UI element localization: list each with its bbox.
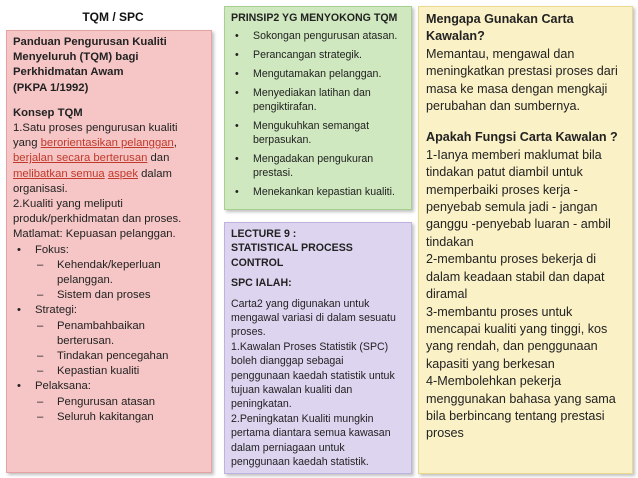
text-line: mengawal variasi di dalam sesuatu — [231, 312, 396, 325]
text-line: 4-Membolehkan pekerja — [426, 374, 562, 389]
text-line: 1-Ianya memberi maklumat bila — [426, 147, 602, 162]
text-span: dan — [147, 152, 170, 165]
text-line — [13, 167, 205, 182]
text-line: 1.Kawalan Proses Statistik (SPC) — [231, 340, 389, 353]
text-line: diramal — [426, 287, 468, 302]
prinsip-title: PRINSIP2 YG MENYOKONG TQM — [231, 12, 398, 24]
list-item: – Kehendak/keperluan — [13, 258, 205, 273]
carta-functions — [426, 147, 625, 443]
text-line: perubahan dan sumbernya. — [426, 99, 581, 114]
text-line: tindakan patut diambil untuk — [426, 165, 583, 180]
text-line: Carta2 yang digunakan untuk — [231, 297, 370, 310]
text-line: 3-membantu proses untuk — [426, 304, 573, 319]
text-line: masa ke masa dengan mengkaji — [426, 81, 608, 96]
tqm-heading-line: Perkhidmatan Awam — [13, 66, 124, 79]
text-line: penggunaan kaedah statistik. — [231, 456, 369, 469]
list-item: • Menekankan kepastian kualiti. — [231, 185, 405, 199]
matlamat-text: Matlamat: Kepuasan pelanggan. — [13, 228, 176, 241]
text-line: 2.Peningkatan Kualiti mungkin — [231, 412, 374, 425]
carta-heading-1 — [426, 11, 625, 46]
spc-label: SPC IALAH: — [231, 277, 292, 290]
spc-panel — [224, 222, 412, 474]
tqm-heading-line: Menyeluruh (TQM) bagi — [13, 51, 139, 64]
prinsip-panel — [224, 6, 412, 210]
text-span: , — [173, 137, 177, 150]
text-span: dalam — [137, 167, 172, 180]
text-line: dalam keadaan stabil dan dapat — [426, 269, 605, 284]
text-line: proses. — [231, 326, 266, 339]
list-item: • Mengadakan pengukuran prestasi. — [231, 152, 405, 180]
text-line: 1.Satu proses pengurusan kualiti — [13, 122, 178, 135]
tqm-heading — [13, 35, 205, 96]
list-item: – Kepastian kualiti — [13, 364, 205, 379]
pelaksana-label: • Pelaksana: — [13, 379, 205, 394]
list-item: – Pengurusan atasan — [13, 395, 205, 410]
text-line: boleh dianggap sebagai — [231, 355, 344, 368]
strategi-label: • Strategi: — [13, 303, 205, 318]
text-line: menggunakan bahasa yang sama — [426, 391, 616, 406]
text-line: meningkatkan prestasi proses dari — [426, 64, 618, 79]
text-line: ganggu -penyebab luaran - ambil — [426, 217, 611, 232]
text-line: 2-membantu proses bekerja di — [426, 252, 597, 267]
list-item: • Sokongan pengurusan atasan. — [231, 29, 405, 43]
list-item: • Mengutamakan pelanggan. — [231, 67, 405, 81]
spc-title-line: STATISTICAL PROCESS CONTROL — [231, 242, 353, 269]
text-line — [13, 151, 205, 166]
text-line: tujuan kawalan kualiti dan — [231, 384, 353, 397]
konsep-title: Konsep TQM — [13, 106, 83, 119]
list-item: – Seluruh kakitangan — [13, 410, 205, 425]
text-line: yang rendah, dan penggunaan — [426, 339, 598, 354]
spc-body — [231, 297, 405, 470]
text-line — [13, 136, 205, 151]
tqm-heading-line: (PKPA 1/1992) — [13, 81, 89, 94]
list-item: • Menyediakan latihan dan pengiktirafan. — [231, 86, 405, 114]
carta-heading-2: Apakah Fungsi Carta Kawalan ? — [426, 130, 618, 145]
link-berorientasikan-pelanggan[interactable]: berorientasikan pelanggan — [40, 137, 174, 150]
tqm-panel — [6, 30, 212, 473]
text-line: produk/perkhidmatan dan proses. — [13, 213, 182, 226]
link-aspek[interactable]: aspek — [107, 167, 138, 180]
text-line: organisasi. — [13, 182, 68, 195]
text-line: dalam perniagaan untuk — [231, 441, 345, 454]
page-title: TQM / SPC — [82, 10, 144, 24]
text-span: yang — [13, 137, 41, 150]
tqm-heading-line: Panduan Pengurusan Kualiti — [13, 36, 167, 48]
heading-line: Mengapa Gunakan Carta — [426, 12, 574, 26]
konsep-point-2 — [13, 197, 205, 227]
heading-line: Kawalan? — [426, 29, 485, 44]
text-line: kapasiti yang berkesan — [426, 356, 555, 371]
text-line: peningkatan. — [231, 398, 292, 411]
list-item-cont: berterusan. — [57, 334, 115, 347]
tqm-bullet-list — [13, 243, 205, 425]
konsep-point-1 — [13, 121, 205, 197]
link-melibatkan-semua[interactable]: melibatkan semua — [13, 167, 105, 180]
text-line: bila berbincang tentang prestasi — [426, 408, 605, 423]
spc-title — [231, 227, 405, 270]
text-line: tindakan — [426, 234, 474, 249]
text-line: memperbaiki proses kerja - — [426, 182, 578, 197]
text-line: mencapai kualiti yang tinggi, kos — [426, 321, 608, 336]
fokus-label: • Fokus: — [13, 243, 205, 258]
list-item: – Tindakan pencegahan — [13, 349, 205, 364]
list-item: • Mengukuhkan semangat berpasukan. — [231, 119, 405, 147]
list-item: – Sistem dan proses — [13, 288, 205, 303]
text-line: 2.Kualiti yang meliputi — [13, 198, 123, 211]
text-line: pertama diantara semua kawasan — [231, 427, 391, 440]
text-line: Memantau, mengawal dan — [426, 46, 575, 61]
spc-title-line: LECTURE 9 : — [231, 228, 297, 240]
prinsip-list — [231, 29, 405, 199]
list-item-cont: pelanggan. — [57, 274, 113, 287]
text-line: penyebab semula jadi - jangan — [426, 200, 598, 215]
text-line: penggunaan kaedah statistik untuk — [231, 369, 395, 382]
link-berjalan-secara-berterusan[interactable]: berjalan secara berterusan — [13, 152, 148, 165]
text-line: proses — [426, 426, 464, 441]
carta-para-1 — [426, 46, 625, 116]
list-item: • Perancangan strategik. — [231, 48, 405, 62]
list-item: – Penambahbaikan — [13, 319, 205, 334]
carta-kawalan-panel — [418, 6, 633, 474]
